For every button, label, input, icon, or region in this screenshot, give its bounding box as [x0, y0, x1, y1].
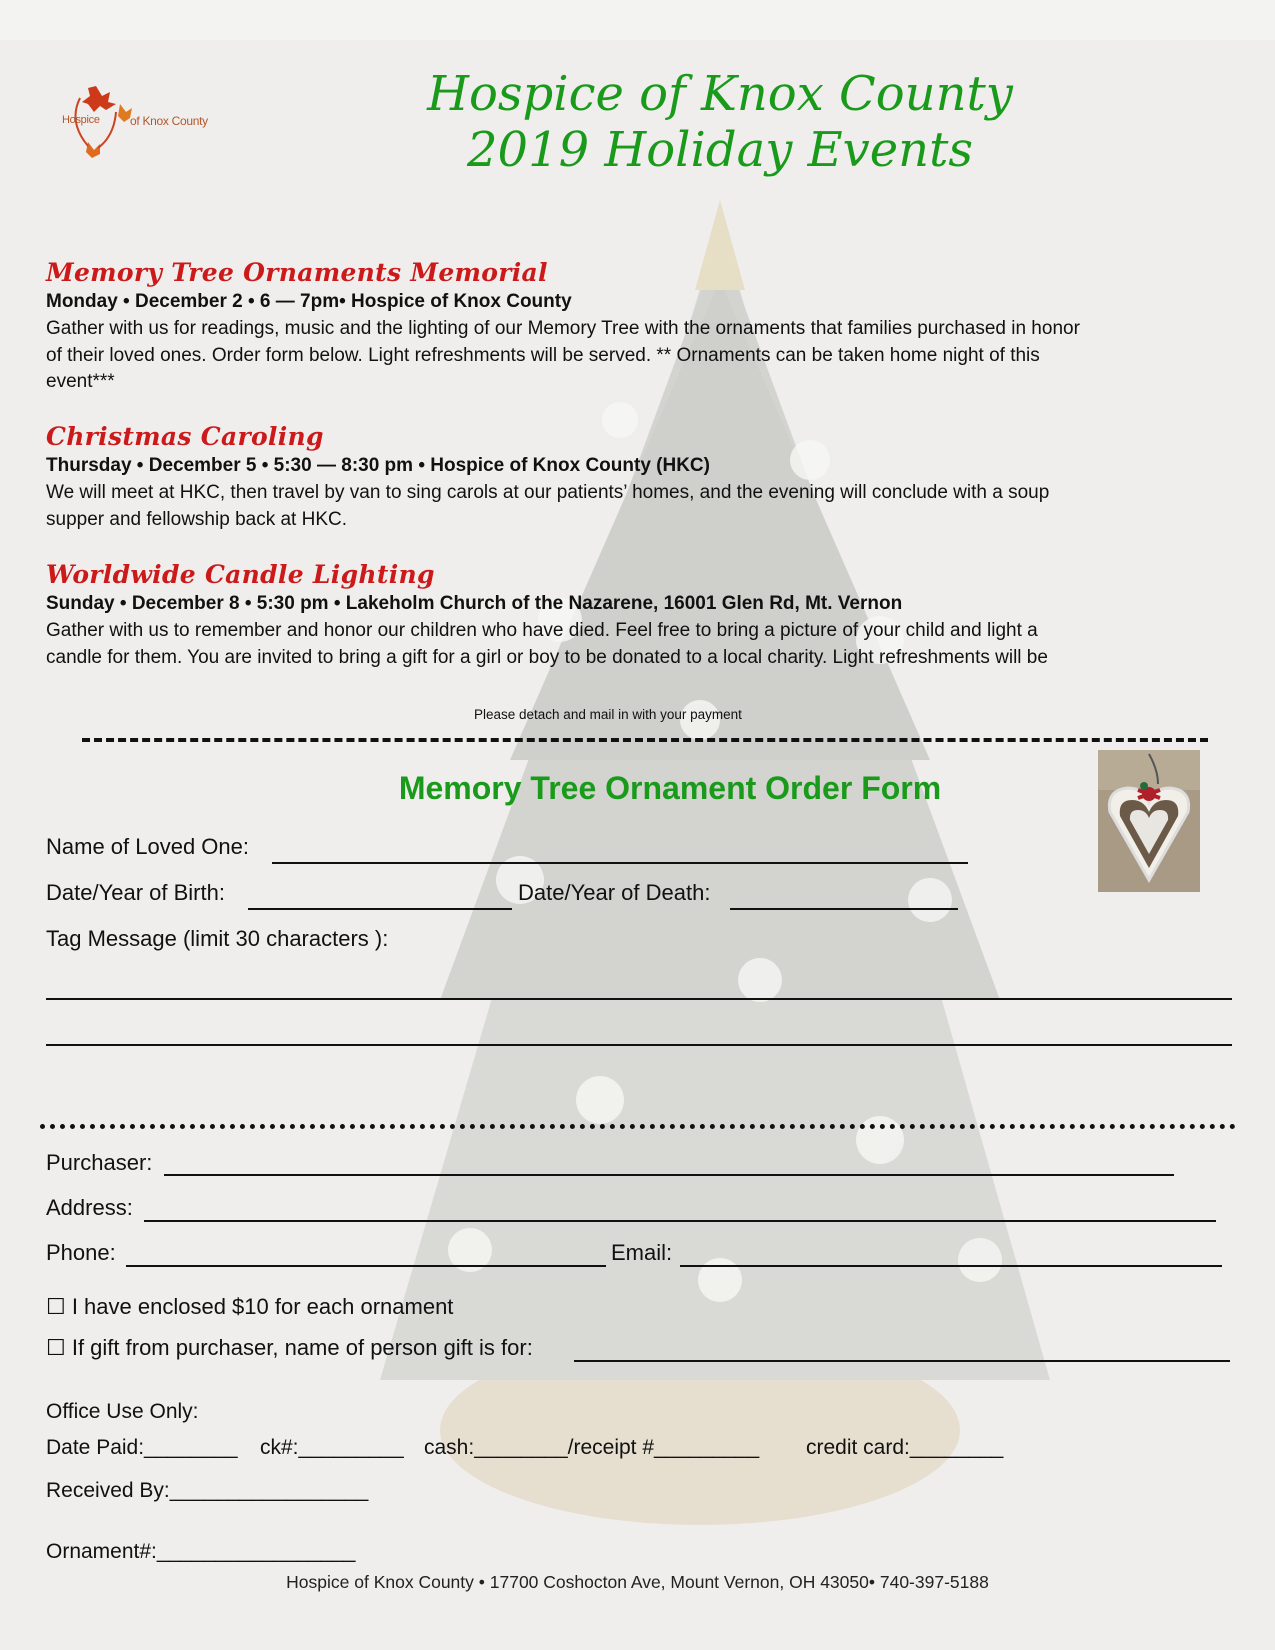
dotted-separator: [40, 1124, 1236, 1129]
event-desc-candle-lighting: [46, 618, 1226, 671]
address-field[interactable]: [144, 1220, 1216, 1222]
event-when-candle-lighting: Sunday • December 8 • 5:30 pm • Lakeholm Church of the Nazarene, 16001 Glen Rd, Mt. Vernon: [46, 593, 903, 614]
event-desc-line: Gather with us to remember and honor our children who have died. Feel free to bring a picture of your child and light a: [46, 620, 1038, 641]
check-number-field: ck#:_________: [260, 1436, 404, 1459]
event-desc-line: Gather with us for readings, music and the lighting of our Memory Tree with the ornaments that families purchased in honor: [46, 318, 1080, 339]
footer-address: Hospice of Knox County • 17700 Coshocton Ave, Mount Vernon, OH 43050• 740-397-5188: [286, 1572, 989, 1592]
logo-text-knox: of Knox County: [130, 114, 208, 128]
gift-recipient-field[interactable]: [574, 1360, 1230, 1362]
order-form-title: Memory Tree Ornament Order Form: [398, 770, 942, 806]
enclosed-payment-checkbox[interactable]: ☐ I have enclosed $10 for each ornament: [46, 1294, 454, 1319]
event-when-memory-tree: Monday • December 2 • 6 — 7pm• Hospice of Knox County: [46, 291, 572, 312]
event-desc-caroling: [46, 480, 1226, 533]
hospice-logo: [58, 82, 228, 162]
page-title-line2: 2019 Holiday Events: [467, 122, 973, 178]
page-title-line1: Hospice of Knox County: [427, 66, 1013, 122]
birth-date-field[interactable]: [248, 908, 512, 910]
email-label: Email:: [611, 1240, 673, 1265]
death-date-field[interactable]: [730, 908, 958, 910]
address-label: Address:: [46, 1195, 133, 1220]
tag-message-field-line2[interactable]: [46, 1044, 1232, 1046]
received-by-field: Received By:_________________: [46, 1479, 369, 1502]
ornament-photo: [1098, 750, 1200, 892]
credit-card-field: credit card:________: [806, 1436, 1004, 1459]
email-field[interactable]: [680, 1265, 1222, 1267]
logo-text-hospice: Hospice: [62, 114, 100, 126]
birth-date-label: Date/Year of Birth:: [46, 880, 225, 905]
event-desc-line: event***: [46, 371, 115, 392]
cash-receipt-field: cash:________/receipt #_________: [424, 1436, 760, 1459]
gift-for-checkbox[interactable]: ☐ If gift from purchaser, name of person gift is for:: [46, 1335, 533, 1360]
event-title-memory-tree: Memory Tree Ornaments Memorial: [46, 258, 548, 287]
event-desc-memory-tree: [46, 316, 1226, 396]
name-of-loved-one-label: Name of Loved One:: [46, 834, 250, 859]
event-title-candle-lighting: Worldwide Candle Lighting: [46, 560, 435, 589]
death-date-label: Date/Year of Death:: [518, 880, 711, 905]
purchaser-field[interactable]: [164, 1174, 1174, 1176]
event-title-caroling: Christmas Caroling: [46, 422, 324, 451]
event-desc-line: supper and fellowship back at HKC.: [46, 508, 347, 530]
name-of-loved-one-field[interactable]: [272, 862, 968, 864]
event-desc-line: candle for them. You are invited to bring a gift for a girl or boy to be donated to a local charity. Light refreshments will be: [46, 646, 1048, 668]
event-desc-line: of their loved ones. Order form below. Light refreshments will be served. ** Ornaments can be taken home night of this: [46, 344, 1040, 366]
event-desc-line: We will meet at HKC, then travel by van to sing carols at our patients’ homes, and the evening will conclude with a soup: [46, 482, 1050, 503]
office-use-heading: Office Use Only:: [46, 1400, 199, 1423]
tag-message-label: Tag Message (limit 30 characters ):: [46, 926, 389, 951]
event-when-caroling: Thursday • December 5 • 5:30 — 8:30 pm • Hospice of Knox County (HKC): [46, 455, 710, 476]
ornament-number-field: Ornament#:_________________: [46, 1540, 356, 1563]
phone-label: Phone:: [46, 1240, 116, 1265]
tag-message-field-line1[interactable]: [46, 998, 1232, 1000]
phone-field[interactable]: [126, 1265, 606, 1267]
heart-ornament-icon: [1098, 750, 1200, 892]
purchaser-label: Purchaser:: [46, 1150, 153, 1175]
date-paid-field: Date Paid:________: [46, 1436, 238, 1459]
detach-dashed-line: [82, 738, 1208, 742]
detach-note: Please detach and mail in with your payment: [474, 707, 742, 722]
